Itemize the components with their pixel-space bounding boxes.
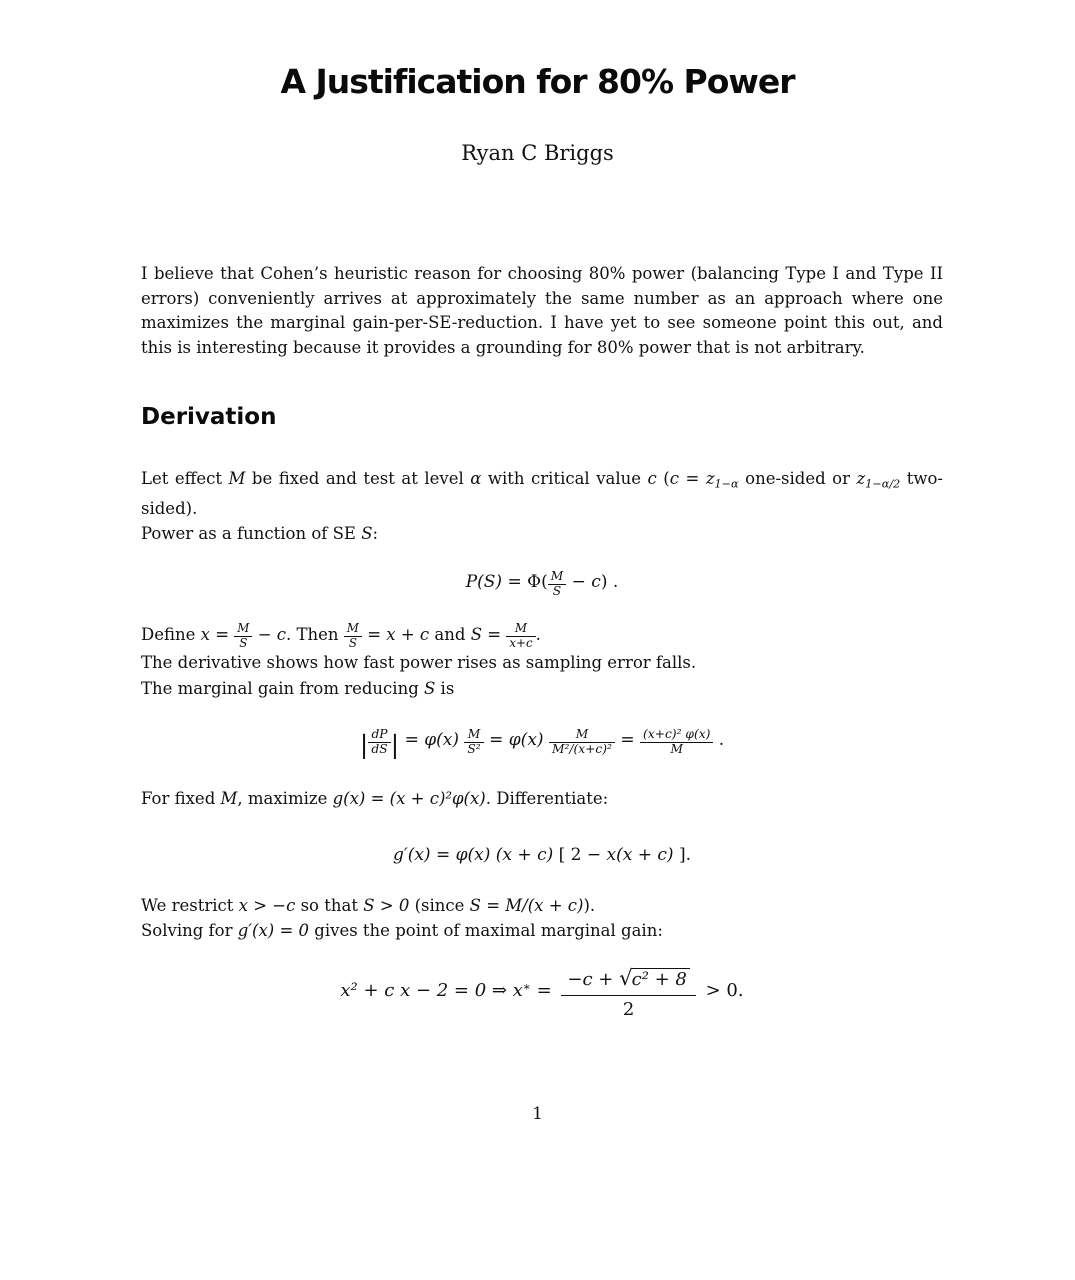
frac-numerator: (x+c)² φ(x) [643,727,711,741]
text-run: . Differentiate: [485,789,609,808]
text-run: = [209,625,235,644]
line-derivative: The derivative shows how fast power rises as sampling error falls. [141,652,697,672]
text-run: , maximize [237,789,333,808]
math-operator: = [430,845,456,865]
vertical-bar: | [390,729,400,760]
math-var: S = M/(x + c) [469,896,584,915]
radical-sign: √ [619,966,633,991]
text-run: with critical value [481,469,648,488]
text-run: ). [583,896,596,915]
paper-title: A Justification for 80% Power [280,62,795,101]
math-var: x > −c [238,896,296,915]
line-define [141,622,943,650]
math-operator: = Φ( [502,572,548,593]
text-run: and [429,625,471,644]
text-run: We restrict [141,896,239,915]
text-run: Solving for [141,921,238,940]
fraction [548,570,567,598]
math-subscript: 1−α [714,477,739,491]
math-var: x [200,625,210,644]
frac-denominator: 2 [561,995,696,1020]
math-var: c [669,469,679,488]
math-var: φ(x) [424,730,465,751]
equation-quadratic [141,966,943,1020]
fraction [368,728,390,756]
fixed-line [141,786,943,811]
math-var: S > 0 [363,896,410,915]
frac-denominator: M [640,742,713,757]
math-var: M [220,789,238,808]
math-operator: = [399,730,425,751]
math-var: S [361,524,373,544]
frac-denominator: dS [368,742,390,757]
math-operator: = [614,730,641,751]
fraction [549,728,615,756]
math-superscript-star: ∗ [522,979,531,994]
frac-denominator: S² [464,742,483,757]
math-var: S [424,678,436,698]
math-var: P(S) [465,572,503,593]
frac-denominator: M²/(x+c)² [549,742,615,757]
math-var: g(x) = (x + c)²φ(x) [332,789,486,808]
fraction [640,728,713,756]
intro-paragraph: I believe that Cohen’s heuristic reason for choosing 80% power (balancing Type I and Type II errors) conveniently arrives at approximately the same number as an approach where one maximizes the marginal gain-per-SE-reduction. I have yet to see someone point this out, and this is interesting because it provides a grounding for 80% power that is not arbitrary. [141,264,943,357]
text-run: gives the point of maximal marginal gain: [309,921,663,940]
math-var: x² + c x − 2 = 0 [340,980,487,1002]
math-var: c [276,625,287,644]
line-let-effect [141,466,943,521]
math-operator: ]. [673,845,692,865]
text-run: . Then [286,625,344,644]
equation-gprime [141,845,943,865]
text-run: ( [656,469,670,488]
text-run: be fixed and test at level [245,469,471,488]
math-subscript: 1−α/2 [865,477,901,491]
line-solving [141,918,943,943]
fraction [344,622,362,650]
frac-numerator: M [575,727,589,741]
implies-arrow: ⇒ [486,980,513,1002]
text-run: : [372,524,379,544]
vertical-bar: | [359,729,369,760]
math-var: α [470,469,482,488]
math-var: x + c [386,625,430,644]
text-run: Let effect [141,469,229,488]
setup-paragraph [141,466,943,546]
frac-denominator: S [234,636,252,650]
page-number: 1 [532,1104,543,1124]
sqrt-radical [619,966,690,991]
math-var: c [647,469,657,488]
frac-numerator: dP [371,727,388,741]
display-fraction [561,966,696,1020]
paper-author: Ryan C Briggs [461,141,614,165]
math-var: − c [566,572,601,593]
frac-denominator: S [548,584,567,599]
restrict-paragraph [141,893,943,943]
line-restrict [141,893,943,918]
frac-denominator: x+c [506,636,535,650]
equation-power [141,570,943,598]
math-operator: ) . [600,572,619,593]
math-var: g′(x) [392,845,431,865]
math-var: −c + [567,969,620,990]
math-var: M [228,469,246,488]
frac-numerator: M [550,569,564,583]
math-var: x [512,980,523,1002]
equation-marginal-gain [141,728,943,760]
math-var: z [856,469,866,488]
text-run: Power as a function of SE [141,524,362,544]
frac-numerator [561,966,696,995]
text-run: . [535,625,541,644]
text-run: Define [141,625,201,644]
fraction [506,622,535,650]
frac-numerator: M [237,621,250,636]
frac-numerator: M [514,621,528,636]
math-operator: [ 2 − [558,845,607,865]
text-run: one-sided or [738,469,857,488]
fraction [464,728,483,756]
text-run: = [482,625,507,644]
math-var: − [252,625,277,644]
radicand: c² + 8 [631,968,690,990]
math-operator: > 0. [699,980,744,1002]
text-run: The marginal gain from reducing [141,678,424,698]
text-run: For fixed [141,789,221,808]
math-var: x(x + c) [606,845,674,865]
line-marginal [141,676,943,702]
fraction [234,622,252,650]
text-run: = [361,625,387,644]
text-run: two-sided). [141,469,943,519]
frac-numerator: M [467,727,481,741]
text-run: = [678,469,706,488]
math-var: φ(x) (x + c) [455,845,559,865]
line-power-function [141,521,943,546]
section-heading-derivation: Derivation [141,404,277,430]
text-run: so that [295,896,364,915]
math-operator: . [713,730,725,751]
math-var: φ(x) [508,730,549,751]
define-paragraph [141,622,943,702]
math-var: S [470,625,483,644]
frac-numerator: M [346,621,359,636]
math-var: g′(x) = 0 [237,921,310,940]
text-run: is [435,678,455,698]
math-var: z [705,469,715,488]
frac-denominator: S [344,636,362,650]
math-operator: = [483,730,509,751]
math-operator: = [530,980,558,1002]
text-run: (since [409,896,470,915]
